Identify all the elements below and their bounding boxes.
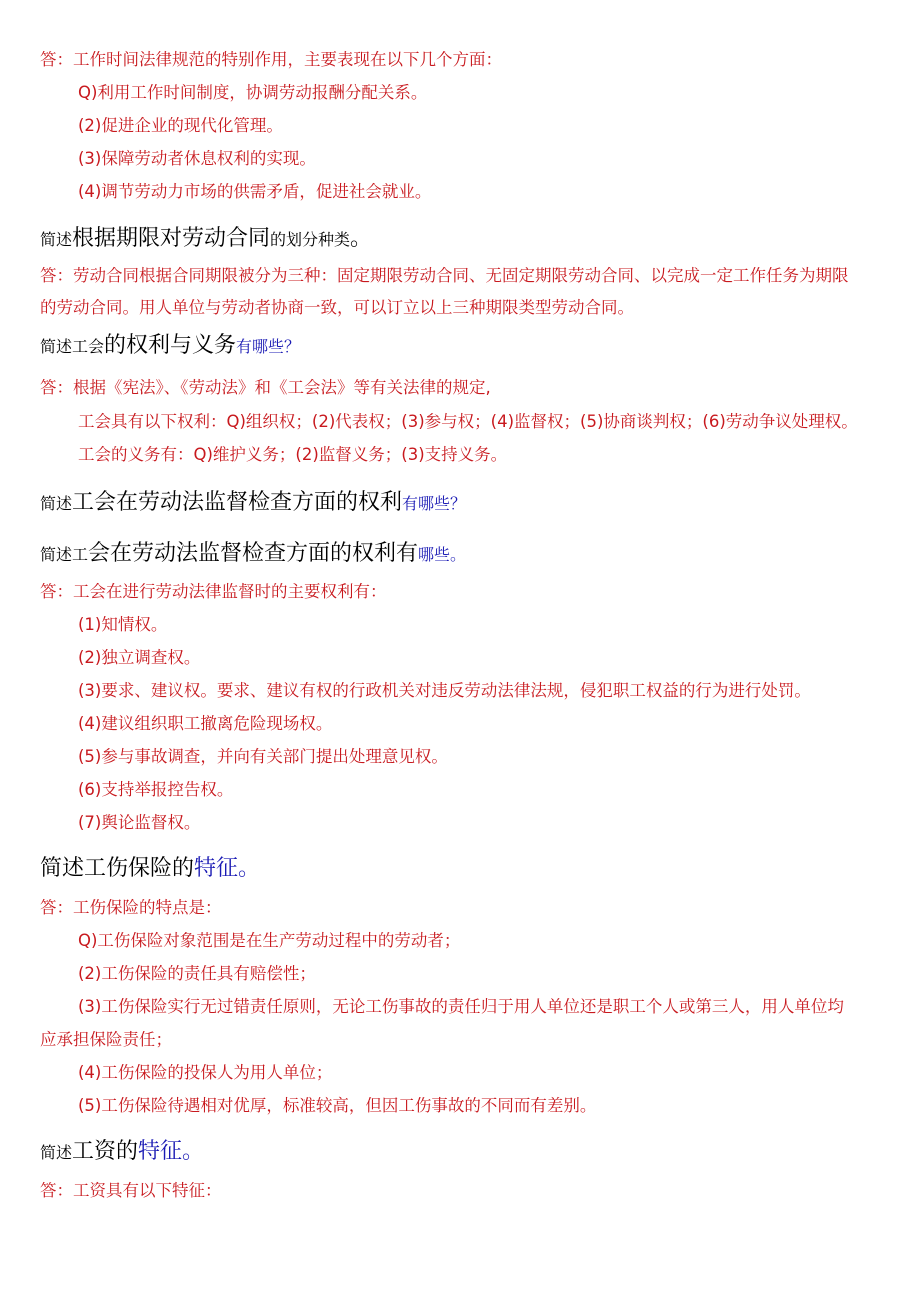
question-6-suffix: 特征	[194, 856, 239, 881]
answer-5-intro: 答：工会在进行劳动法律监督时的主要权利有：	[40, 582, 387, 601]
answer-3-rights: 工会具有以下权利：Q)组织权；(2)代表权；(3)参与权；(4)监督权；(5)协商谈判权；(6)劳动争议处理权。	[78, 412, 858, 431]
question-5	[40, 543, 466, 565]
question-4-prefix: 简述	[40, 494, 73, 513]
question-7-main: 工资的	[72, 1139, 139, 1164]
question-4-main: 工会在劳动法监督检查方面的权利	[72, 490, 403, 515]
answer-1-item-1: Q)利用工作时间制度，协调劳动报酬分配关系。	[78, 83, 428, 102]
answer-6-item-3-line-1: (3)工伤保险实行无过错责任原则，无论工伤事故的责任归于用人单位还是职工个人或第三人，用人单位均	[78, 997, 844, 1016]
question-3-main: 的权利与义务	[104, 333, 237, 358]
answer-6-item-4: (4)工伤保险的投保人为用人单位；	[78, 1063, 333, 1082]
question-6-main: 简述工伤保险的	[40, 856, 195, 881]
question-5-main: 会在劳动法监督检查方面的权利有	[88, 541, 419, 566]
question-6-end: 。	[238, 856, 261, 881]
answer-5-item-1: (1)知情权。	[78, 615, 168, 634]
question-7	[40, 1141, 204, 1163]
answer-5-item-7: (7)舆论监督权。	[78, 813, 201, 832]
question-5-suffix: 哪些	[418, 545, 451, 564]
question-7-end: 。	[182, 1139, 205, 1164]
answer-6-item-1: Q)工伤保险对象范围是在生产劳动过程中的劳动者；	[78, 931, 461, 950]
answer-7-intro: 答：工资具有以下特征：	[40, 1181, 222, 1200]
answer-1-intro: 答：工作时间法律规范的特别作用，主要表现在以下几个方面：	[40, 50, 502, 69]
answer-6-item-5: (5)工伤保险待遇相对优厚，标准较高，但因工伤事故的不同而有差别。	[78, 1096, 597, 1115]
answer-2-line-2: 的劳动合同。用人单位与劳动者协商一致，可以订立以上三种期限类型劳动合同。	[40, 298, 634, 317]
answer-3-duties: 工会的义务有：Q)维护义务；(2)监督义务；(3)支持义务。	[78, 445, 508, 464]
question-3	[40, 335, 300, 357]
question-7-prefix: 简述	[40, 1143, 73, 1162]
answer-1-item-2: (2)促进企业的现代化管理。	[78, 116, 283, 135]
answer-5-item-6: (6)支持举报控告权。	[78, 780, 234, 799]
question-3-prefix: 简述工会	[40, 337, 105, 356]
answer-5-item-2: (2)独立调查权。	[78, 648, 201, 667]
answer-1-item-4: (4)调节劳动力市场的供需矛盾，促进社会就业。	[78, 182, 432, 201]
answer-2-line-1: 答：劳动合同根据合同期限被分为三种：固定期限劳动合同、无固定期限劳动合同、以完成一定工作任务为期限	[40, 266, 849, 285]
answer-3-intro: 答：根据《宪法》、《劳动法》和《工会法》等有关法律的规定,	[40, 378, 491, 397]
question-2-end: 。	[350, 226, 373, 251]
answer-5-item-5: (5)参与事故调查，并向有关部门提出处理意见权。	[78, 747, 448, 766]
question-2-suffix: 的划分种类	[270, 230, 351, 249]
question-5-end: 。	[450, 545, 467, 564]
question-2-prefix: 简述	[40, 230, 73, 249]
answer-6-item-3-line-2: 应承担保险责任；	[40, 1030, 172, 1049]
question-4	[40, 492, 466, 514]
question-4-suffix: 有哪些？	[402, 494, 467, 513]
answer-6-item-2: (2)工伤保险的责任具有赔偿性；	[78, 964, 316, 983]
question-3-suffix: 有哪些？	[236, 337, 301, 356]
question-2	[40, 228, 372, 250]
answer-5-item-4: (4)建议组织职工撤离危险现场权。	[78, 714, 333, 733]
question-2-main: 根据期限对劳动合同	[72, 226, 271, 251]
answer-1-item-3: (3)保障劳动者休息权利的实现。	[78, 149, 316, 168]
question-6	[40, 858, 260, 880]
question-5-prefix: 简述工	[40, 545, 89, 564]
answer-6-intro: 答：工伤保险的特点是：	[40, 898, 222, 917]
answer-5-item-3: (3)要求、建议权。要求、建议有权的行政机关对违反劳动法律法规，侵犯职工权益的行为进行处罚。	[78, 681, 811, 700]
question-7-suffix: 特征	[138, 1139, 183, 1164]
